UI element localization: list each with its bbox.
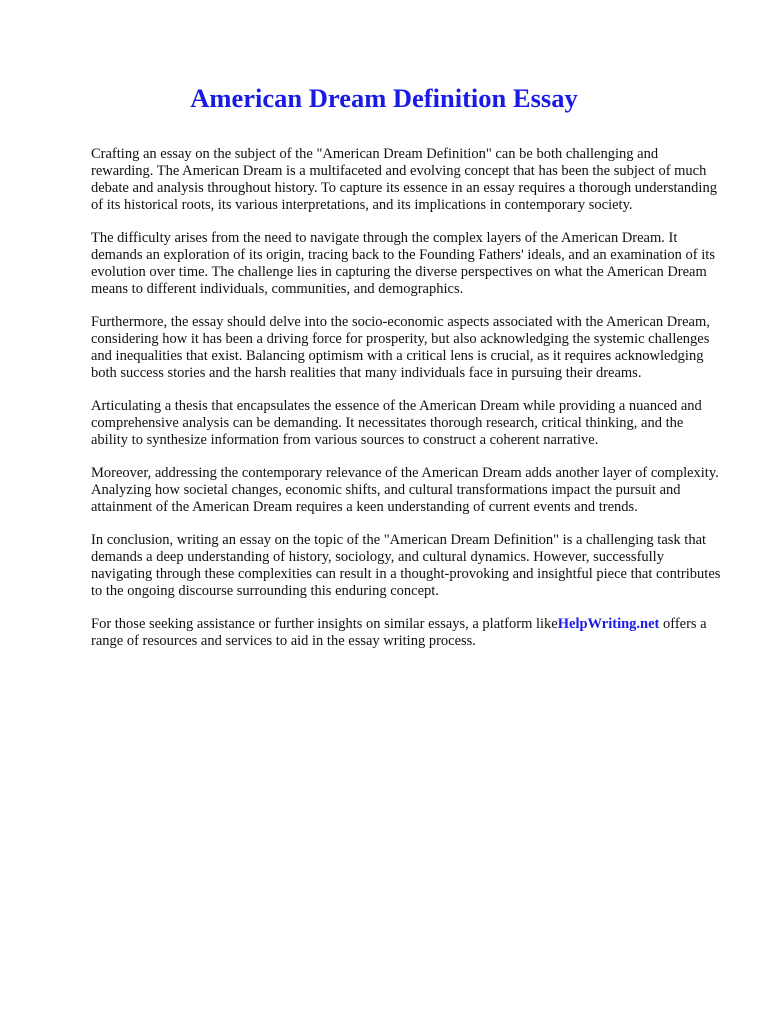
essay-body bbox=[91, 146, 721, 666]
paragraph-difficulty: The difficulty arises from the need to navigate through the complex layers of the American Dream. It demands an exploration of its origin, tracing back to the Founding Fathers' ideals, and an examination of its evolution over time. The challenge lies in capturing the diverse perspectives on what the American Dream means to different individuals, communities, and demographics. bbox=[91, 230, 715, 297]
page-title: American Dream Definition Essay bbox=[190, 83, 578, 113]
paragraph-intro: Crafting an essay on the subject of the "American Dream Definition" can be both challenging and rewarding. The American Dream is a multifaceted and evolving concept that has been the subject of much debate and analysis throughout history. To capture its essence in an essay requires a thorough understanding of its historical roots, its various interpretations, and its implications in contemporary society. bbox=[91, 146, 717, 213]
paragraph-socio-economic: Furthermore, the essay should delve into the socio-economic aspects associated with the American Dream, considering how it has been a driving force for prosperity, but also acknowledging the systemic challenges and inequalities that exist. Balancing optimism with a critical lens is crucial, as it requires acknowledging both success stories and the harsh realities that many individuals face in pursuing their dreams. bbox=[91, 314, 710, 381]
closing-text-before-link: For those seeking assistance or further insights on similar essays, a platform like bbox=[91, 616, 558, 632]
helpwriting-link[interactable]: HelpWriting.net bbox=[557, 616, 660, 632]
paragraph-thesis: Articulating a thesis that encapsulates the essence of the American Dream while providing a nuanced and comprehensive analysis can be demanding. It necessitates thorough research, critical thinking, and the ability to synthesize information from various sources to construct a coherent narrative. bbox=[91, 398, 702, 448]
paragraph-conclusion: In conclusion, writing an essay on the topic of the "American Dream Definition" is a challenging task that demands a deep understanding of history, sociology, and cultural dynamics. However, successfully navigating through these complexities can result in a thought-provoking and insightful piece that contributes to the ongoing discourse surrounding this enduring concept. bbox=[91, 532, 721, 599]
paragraph-contemporary: Moreover, addressing the contemporary relevance of the American Dream adds another layer of complexity. Analyzing how societal changes, economic shifts, and cultural transformations impact the pursuit and attainment of the American Dream requires a keen understanding of current events and trends. bbox=[91, 465, 719, 515]
closing-text-after-link: offers a range of resources and services to aid in the essay writing process. bbox=[91, 616, 707, 649]
paragraph-closing bbox=[91, 616, 721, 650]
